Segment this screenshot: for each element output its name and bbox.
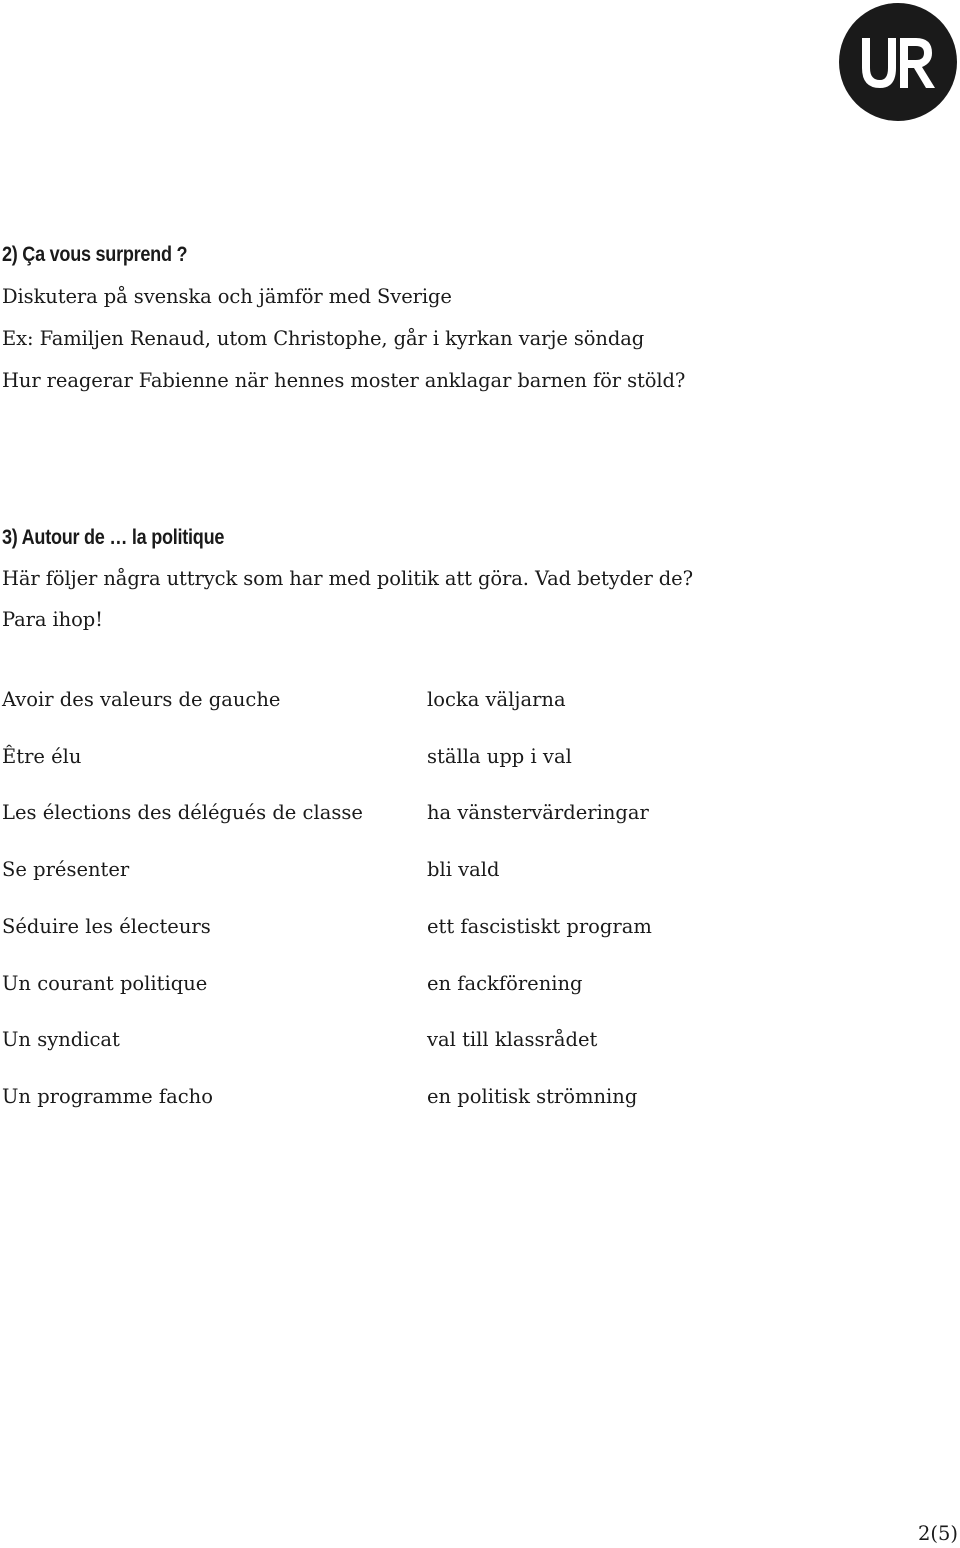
swedish-term: en politisk strömning [427, 1085, 638, 1108]
ur-logo [838, 2, 958, 122]
section-2-example: Ex: Familjen Renaud, utom Christophe, går i kyrkan varje söndag [2, 327, 645, 350]
section-2-heading: 2) Ça vous surprend ? [2, 243, 188, 266]
swedish-term: ställa upp i val [427, 745, 572, 768]
section-2-instruction: Diskutera på svenska och jämför med Sverige [2, 285, 452, 308]
french-term: Les élections des délégués de classe [2, 801, 363, 824]
french-term: Un programme facho [2, 1085, 213, 1108]
french-term: Être élu [2, 745, 82, 768]
swedish-term: bli vald [427, 858, 500, 881]
french-term: Un courant politique [2, 972, 208, 995]
french-term: Un syndicat [2, 1028, 120, 1051]
swedish-term: locka väljarna [427, 688, 566, 711]
french-term: Séduire les électeurs [2, 915, 211, 938]
french-term: Avoir des valeurs de gauche [2, 688, 281, 711]
section-2-question: Hur reagerar Fabienne när hennes moster anklagar barnen för stöld? [2, 369, 686, 392]
swedish-term: en fackförening [427, 972, 583, 995]
section-3-heading: 3) Autour de … la politique [2, 526, 225, 549]
page-number: 2(5) [918, 1522, 959, 1545]
ur-logo-icon [838, 2, 958, 122]
swedish-term: val till klassrådet [427, 1028, 598, 1051]
swedish-term: ett fascistiskt program [427, 915, 652, 938]
french-term: Se présenter [2, 858, 130, 881]
swedish-term: ha vänstervärderingar [427, 801, 649, 824]
section-3-instruction-2: Para ihop! [2, 608, 103, 631]
section-3-instruction: Här följer några uttryck som har med politik att göra. Vad betyder de? [2, 567, 693, 590]
